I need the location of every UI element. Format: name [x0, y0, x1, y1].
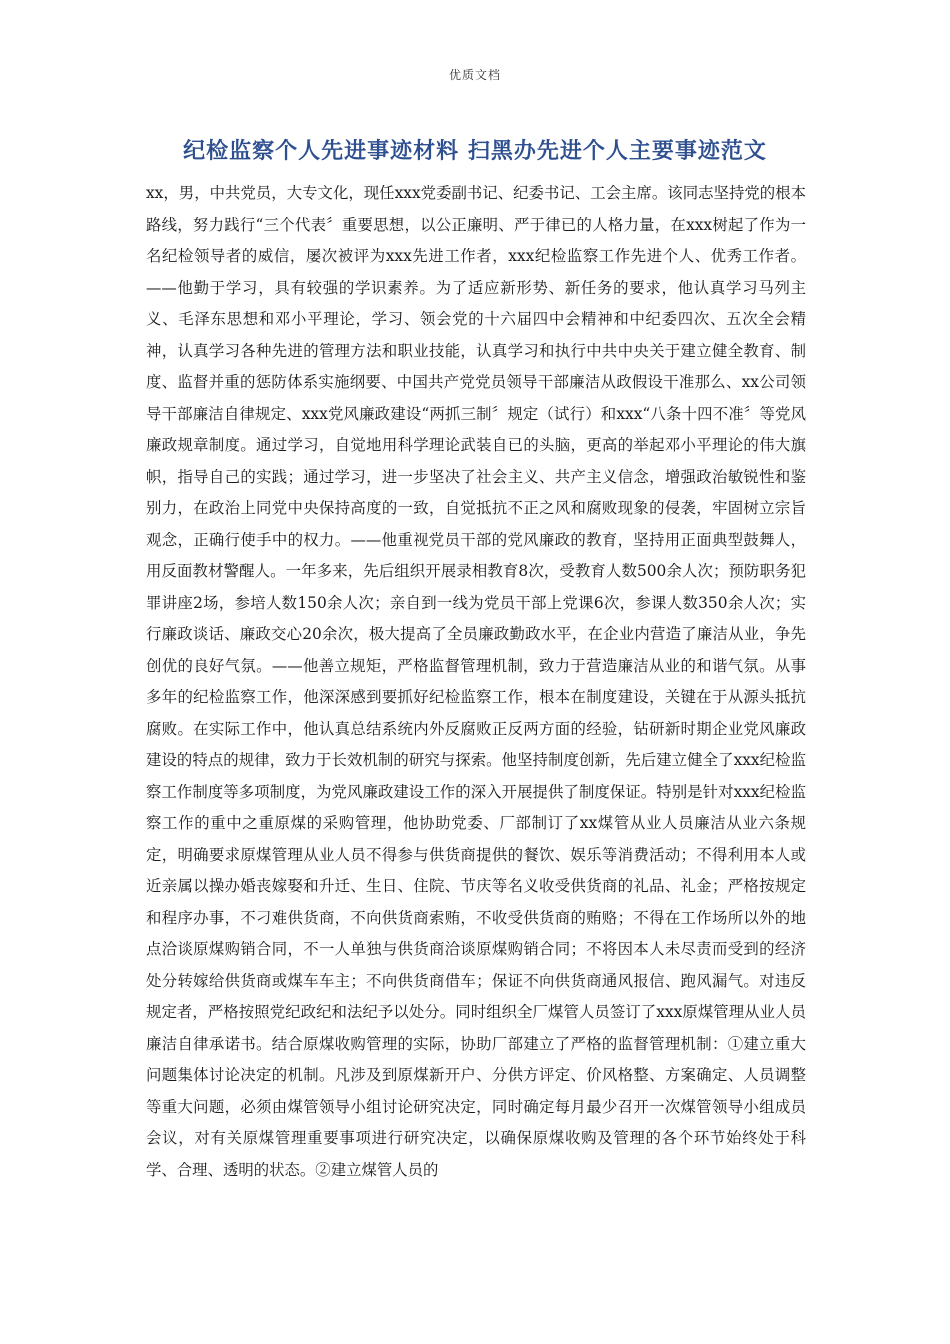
document-title: 纪检监察个人先进事迹材料 扫黑办先进个人主要事迹范文: [183, 139, 767, 164]
document-body: xx，男，中共党员，大专文化，现任xxx党委副书记、纪委书记、工会主席。该同志坚持党的根本路线，努力践行“三个代表〞重要思想，以公正廉明、严于律已的人格力量，在xxx树起了作为一名纪检领导者的威信，屡次被评为xxx先进工作者，xxx纪检监察工作先进个人、优秀工作者。——他勤于学习，具有较强的学识素养。为了适应新形势、新任务的要求，他认真学习马列主义、毛泽东思想和邓小平理论，学习、领会党的十六届四中会精神和中纪委四次、五次全会精神，认真学习各种先进的管理方法和职业技能，认真学习和执行中共中央关于建立健全教育、制度、监督并重的惩防体系实施纲要、中国共产党党员领导干部廉洁从政假设干准那么、xx公司领导干部廉洁自律规定、xxx党风廉政建设“两抓三制〞规定（试行）和xxx“八条十四不准〞等党风廉政规章制度。通过学习，自觉地用科学理论武装自已的头脑，更高的举起邓小平理论的伟大旗帜，指导自己的实践；通过学习，进一步坚决了社会主义、共产主义信念，增强政治敏锐性和鉴别力，在政治上同党中央保持高度的一致，自觉抵抗不正之风和腐败现象的侵袭，牢固树立宗旨观念，正确行使手中的权力。——他重视党员干部的党风廉政的教育，坚持用正面典型鼓舞人，用反面教材警醒人。一年多来，先后组织开展录相教育8次，受教育人数500余人次；预防职务犯罪讲座2场，参培人数150余人次；亲自到一线为党员干部上党课6次，参课人数350余人次；实行廉政谈话、廉政交心20余次，极大提高了全员廉政勤政水平，在企业内营造了廉洁从业，争先创优的良好气氛。——他善立规矩，严格监督管理机制，致力于营造廉洁从业的和谐气氛。从事多年的纪检监察工作，他深深感到要抓好纪检监察工作，根本在制度建设，关键在于从源头抵抗腐败。在实际工作中，他认真总结系统内外反腐败正反两方面的经验，钻研新时期企业党风廉政建设的特点的规律，致力于长效机制的研究与探索。他坚持制度创新，先后建立健全了xxx纪检监察工作制度等多项制度，为党风廉政建设工作的深入开展提供了制度保证。特别是针对xxx纪检监察工作的重中之重原煤的采购管理，他协助党委、厂部制订了xx煤管从业人员廉洁从业六条规定，明确要求原煤管理从业人员不得参与供货商提供的餐饮、娱乐等消费活动；不得利用本人或近亲属以操办婚丧嫁娶和升迁、生日、住院、节庆等名义收受供货商的礼品、礼金；严格按规定和程序办事，不刁难供货商，不向供货商索贿，不收受供货商的贿赂；不得在工作场所以外的地点洽谈原煤购销合同，不一人单独与供货商洽谈原煤购销合同；不将因本人未尽责而受到的经济处分转嫁给供货商或煤车车主；不向供货商借车；保证不向供货商通风报信、跑风漏气。对违反规定者，严格按照党纪政纪和法纪予以处分。同时组织全厂煤管人员签订了xxx原煤管理从业人员廉洁自律承诺书。结合原煤收购管理的实际，协助厂部建立了严格的监督管理机制：①建立重大问题集体讨论决定的机制。凡涉及到原煤新开户、分供方评定、价风格整、方案确定、人员调整等重大问题，必须由煤管领导小组讨论研究决定，同时确定每月最少召开一次煤管领导小组成员会议，对有关原煤管理重要事项进行研究决定，以确保原煤收购及管理的各个环节始终处于科学、合理、透明的状态。②建立煤管人员的: [146, 184, 806, 1179]
header-label: 优质文档: [448, 68, 501, 82]
